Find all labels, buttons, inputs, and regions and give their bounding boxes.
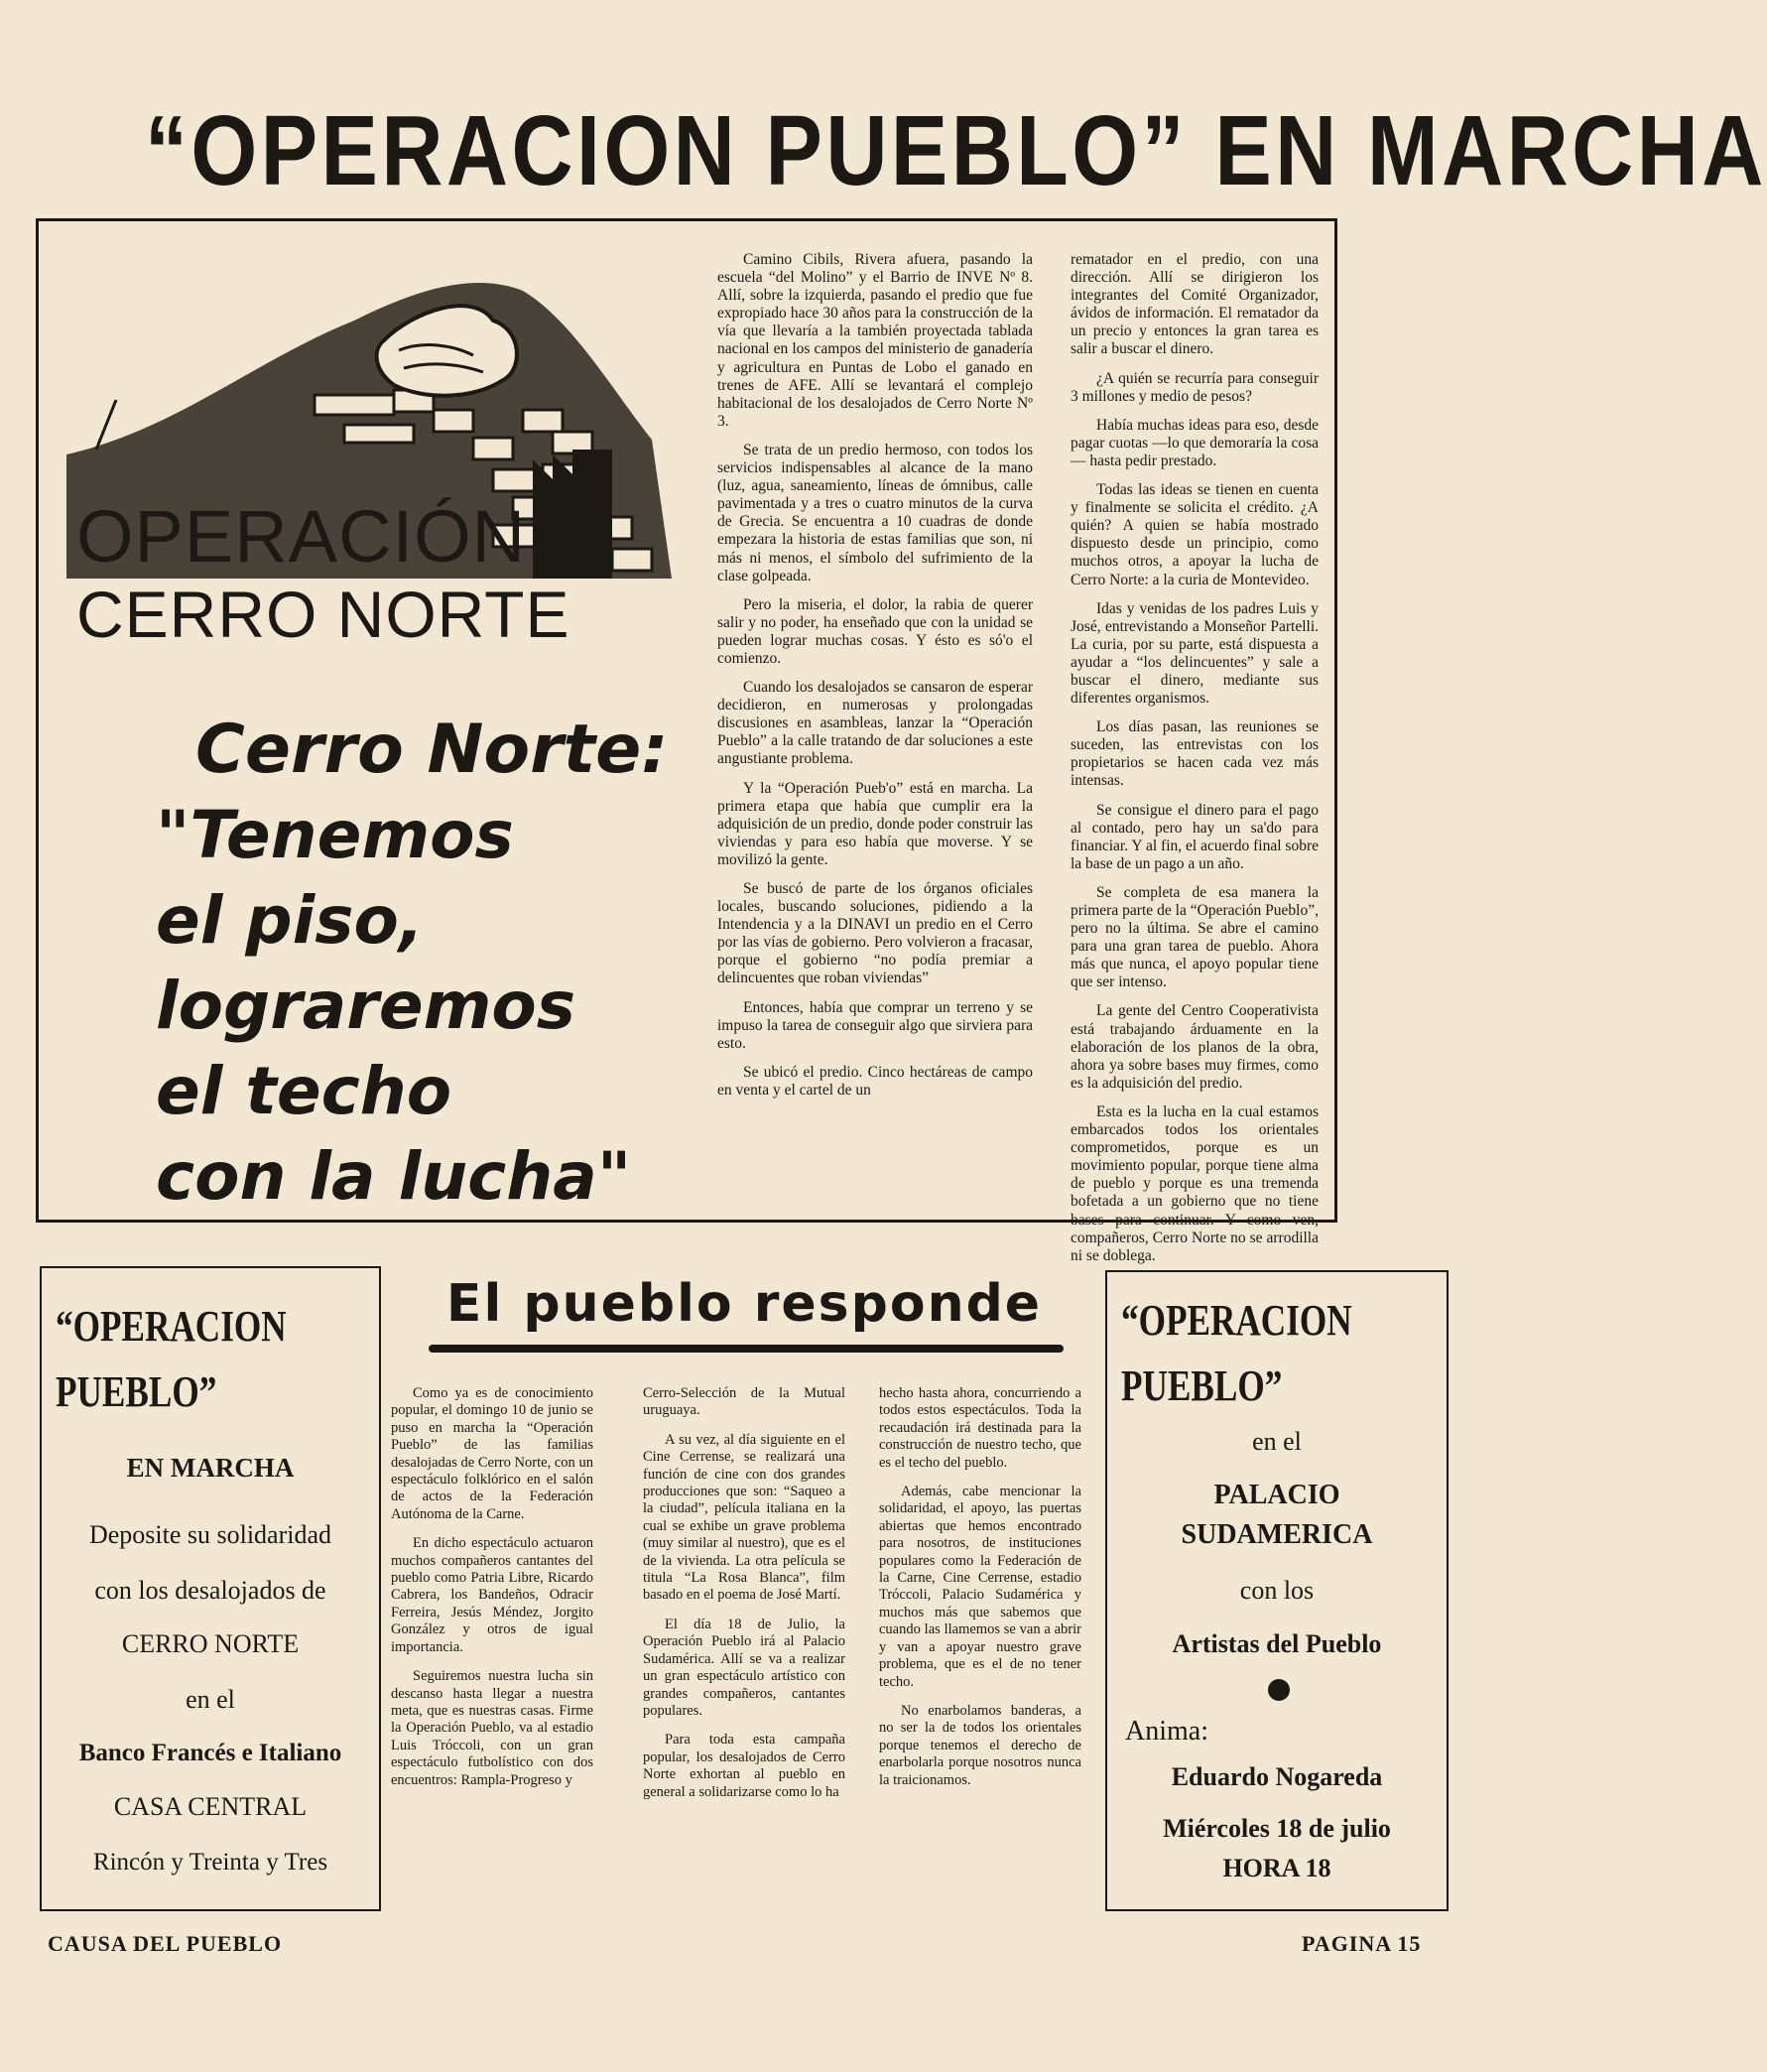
section-column-2 xyxy=(643,1385,845,1813)
article-column-2 xyxy=(1071,251,1319,1276)
ad-line: HORA 18 xyxy=(1222,1854,1331,1882)
anima-label: Anima: xyxy=(1125,1716,1208,1747)
paragraph: Los días pasan, las reuniones se suceden, las entrevistas con los propietarios se hacen cada vez más intensas. xyxy=(1071,718,1319,790)
footer-publication: CAUSA DEL PUEBLO xyxy=(48,1931,283,1956)
paragraph: Todas las ideas se tienen en cuenta y finalmente se solicita el crédito. ¿A quién? A quien se había mostrado dispuesto desde un principio, como muchos otros, a apoyar la lucha de Cerro Norte: a la curia de Montevideo. xyxy=(1071,481,1319,588)
section-title: El pueblo responde xyxy=(445,1274,1043,1334)
ad-line: CERRO NORTE xyxy=(121,1629,300,1658)
illustration xyxy=(57,251,692,1215)
ad-line: Banco Francés e Italiano xyxy=(78,1740,342,1766)
paragraph: La gente del Centro Cooperativista está trabajando árduamente en la elaboración de los planos de la obra, ahora ya sobre bases muy firmes, como es la adquisición del predio. xyxy=(1071,1002,1319,1092)
paragraph: Se completa de esa manera la primera parte de la “Operación Pueblo”, pero no la última. Se abre el camino para una gran tarea de pueblo. Ahora más que nunca, el apoyo popular tiene que ser intenso. xyxy=(1071,883,1319,991)
footer-page-number: PAGINA 15 xyxy=(1302,1931,1422,1956)
headline: “OPERACION PUEBLO” EN MARCHA xyxy=(144,95,1767,206)
paragraph: No enarbolamos banderas, a no ser la de todos los orientales porque tenemos el derecho de enarbolarla porque nosotros nunca la traicionamos. xyxy=(879,1702,1081,1788)
paragraph: El día 18 de Julio, la Operación Pueblo irá al Palacio Sudamérica. Allí se va a realizar un gran espectáculo artístico con grandes compañeros, cantantes populares. xyxy=(643,1616,845,1719)
quote-line: el techo xyxy=(156,1053,452,1129)
paragraph: Esta es la lucha en la cual estamos embarcados todos los orientales comprometidos, porque es un movimiento popular, porque tiene alma de pueblo y porque es una tremenda bofetada a un gobierno que no tiene bases para continuar. Y como ven, compañeros, Cerro Norte no se arrodilla ni se doblega. xyxy=(1071,1102,1319,1264)
bank-deposit-ad xyxy=(40,1266,381,1911)
paragraph: Además, cabe mencionar la solidaridad, el apoyo, las puertas abiertas que hemos encontrado para nosotros, de instituciones populares como la Federación de la Carne, Cine Cerrense, estadio Tróccoli, Palacio Sudamérica y muchos más que sabemos que cuando las llamemos se van a abrir y van a apoyar nuestro grave problema, que es el de no tener techo. xyxy=(879,1484,1081,1690)
cerro-norte-text: CERRO NORTE xyxy=(76,578,570,651)
paragraph: Se buscó de parte de los órganos oficiales locales, buscando soluciones, pidiendo a la Intendencia y a la DINAVI un predio en el Cerro por las vías de gobierno. Pero volvieron a fracasar, porque el gobierno “no podía premiar a delincuentes que roban viviendas” xyxy=(717,880,1033,987)
paragraph: Entonces, había que comprar un terreno y se impuso la tarea de conseguir algo que sirviera para esto. xyxy=(717,998,1033,1052)
ad-line: CASA CENTRAL xyxy=(113,1792,308,1821)
main-article-box xyxy=(36,218,1337,1264)
paragraph: Y la “Operación Pueb'o” está en marcha. La primera etapa que había que cumplir era la adquisición de un predio, donde poder construir las viviendas y para eso había que moverse. Y se movilizó la gente. xyxy=(717,779,1033,868)
paragraph: Pero la miseria, el dolor, la rabia de querer salir y no poder, ha enseñado que con la unidad se pueden lograr muchas cosas. Y ésto es só'o el comienzo. xyxy=(717,595,1033,667)
ad-title-line1: “OPERACION xyxy=(1121,1296,1352,1345)
quote-line: "Tenemos xyxy=(156,797,514,873)
paragraph: rematador en el predio, con una dirección. Allí se dirigieron los integrantes del Comité Organizador, ávidos de información. El rematador da un precio y entonces la gran tarea es salir a buscar el dinero. xyxy=(1071,251,1319,358)
paragraph: Para toda esta campaña popular, los desalojados de Cerro Norte exhortan al pueblo en general a solidarizarse como lo ha xyxy=(643,1732,845,1800)
paragraph: Idas y venidas de los padres Luis y José, entrevistando a Monseñor Partelli. La curia, por su parte, está dispuesta a ayudar a “los delincuentes” y sale a buscar el dinero, mediante sus diferentes organismos. xyxy=(1071,599,1319,708)
ad-line: Artistas del Pueblo xyxy=(1172,1629,1382,1658)
bullet-dot xyxy=(1268,1679,1290,1701)
palacio-sudamerica-ad xyxy=(1105,1270,1449,1911)
ad-line: PALACIO xyxy=(1213,1480,1340,1510)
ad-line: con los desalojados de xyxy=(94,1576,326,1605)
paragraph: Seguiremos nuestra lucha sin descanso hasta llegar a nuestra meta, que es nuestras casas. Firme la Operación Pueblo, va al estadio Luis Tróccoli, con un gran espectáculo futbolístico con dos encuentros: Rampla-Progreso y xyxy=(391,1668,593,1788)
section-column-3 xyxy=(879,1385,1081,1801)
ad-line: en el xyxy=(1252,1427,1302,1456)
ad-title-line1: “OPERACION xyxy=(56,1302,287,1351)
paragraph: Se trata de un predio hermoso, con todos los servicios indispensables al alcance de la mano (luz, agua, saneamiento, líneas de ómnibus, calle pavimentada y a tres o cuatro minutos de la curva de Grecia. Se encuentra a 10 cuadras de donde empezara la historia de estas familias que son, ni más ni menos, el símbolo del sufrimiento de la clase golpeada. xyxy=(717,441,1033,584)
paragraph: En dicho espectáculo actuaron muchos compañeros cantantes del pueblo como Patria Libre, Ricardo Cabrera, los Bandeños, Odracir Ferreira, Jesús Méndez, Jorgito González y otros de igual importancia. xyxy=(391,1535,593,1655)
paragraph: ¿A quién se recurría para conseguir 3 millones y medio de pesos? xyxy=(1071,369,1319,405)
article-column-1 xyxy=(717,251,1033,1110)
ad-line: SUDAMERICA xyxy=(1181,1519,1373,1550)
ad-title-line2: PUEBLO” xyxy=(56,1367,217,1416)
slogan-quote xyxy=(156,708,672,1220)
ad-line: con los xyxy=(1239,1576,1315,1605)
paragraph: Se ubicó el predio. Cinco hectáreas de campo en venta y el cartel de un xyxy=(717,1063,1033,1099)
ad-line: en el xyxy=(186,1685,235,1714)
paragraph: Se consigue el dinero para el pago al contado, pero hay un sa'do para financiar. Y al fin, el acuerdo final sobre la base de un pago a un año. xyxy=(1071,801,1319,872)
paragraph: Camino Cibils, Rivera afuera, pasando la escuela “del Molino” y el Barrio de INVE Nº 8. Allí, sobre la izquierda, pasando el predio que fue expropiado hace 30 años para la construcción de la vía que llevaría a la también proyectada tablada nacional en los campos del ministerio de ganadería y agricultura en Puntas de Lobo el ganado en trenes de AFE. Allí se levantará el complejo habitacional de los desalojados de Cerro Norte Nº 3. xyxy=(717,251,1033,430)
paragraph: Cerro-Selección de la Mutual uruguaya. xyxy=(643,1385,845,1419)
quote-line: Cerro Norte: xyxy=(195,711,669,789)
ad-line: Deposite su solidaridad xyxy=(88,1520,332,1549)
paragraph: Cuando los desalojados se cansaron de esperar decidieron, en numerosas y prolongadas discusiones en asambleas, lanzar la “Operación Pueblo” a la calle tratando de dar soluciones a este angustiante problema. xyxy=(717,679,1033,768)
quote-line: lograremos xyxy=(156,968,576,1044)
title-underline xyxy=(429,1345,1064,1353)
paragraph: Había muchas ideas para eso, desde pagar cuotas —lo que demoraría la cosa— hasta pedir prestado. xyxy=(1071,416,1319,469)
paragraph: Como ya es de conocimiento popular, el domingo 10 de junio se puso en marcha la “Operación Pueblo” de las familias desalojadas de Cerro Norte, con un espectáculo folklórico en el salón de actos de la Federación Autónoma de la Carne. xyxy=(391,1385,593,1522)
quote-line: el piso, xyxy=(156,882,424,959)
ad-line: Miércoles 18 de julio xyxy=(1163,1814,1391,1843)
quote-line: con la lucha" xyxy=(156,1138,632,1215)
operacion-text: OPERACIÓN xyxy=(76,495,527,578)
ad-line: Rincón y Treinta y Tres xyxy=(92,1849,328,1876)
section-column-1 xyxy=(391,1385,593,1801)
paragraph: A su vez, al día siguiente en el Cine Cerrense, se realizará una función de cine con dos grandes producciones que son: “Saqueo a la ciudad”, película italiana en la cual se exhibe un grave problema (muy similar al nuestro), que es el de la vivienda. La otra película se titula “La Rosa Blanca”, film basado en el poema de José Martí. xyxy=(643,1431,845,1604)
paragraph: hecho hasta ahora, concurriendo a todos estos espectáculos. Toda la recaudación irá destinada para la construcción de nuestro techo, que es el techo del pueblo. xyxy=(879,1385,1081,1471)
ad-line: EN MARCHA xyxy=(126,1453,295,1483)
ad-title-line2: PUEBLO” xyxy=(1121,1361,1283,1410)
ad-line: Eduardo Nogareda xyxy=(1171,1762,1383,1791)
